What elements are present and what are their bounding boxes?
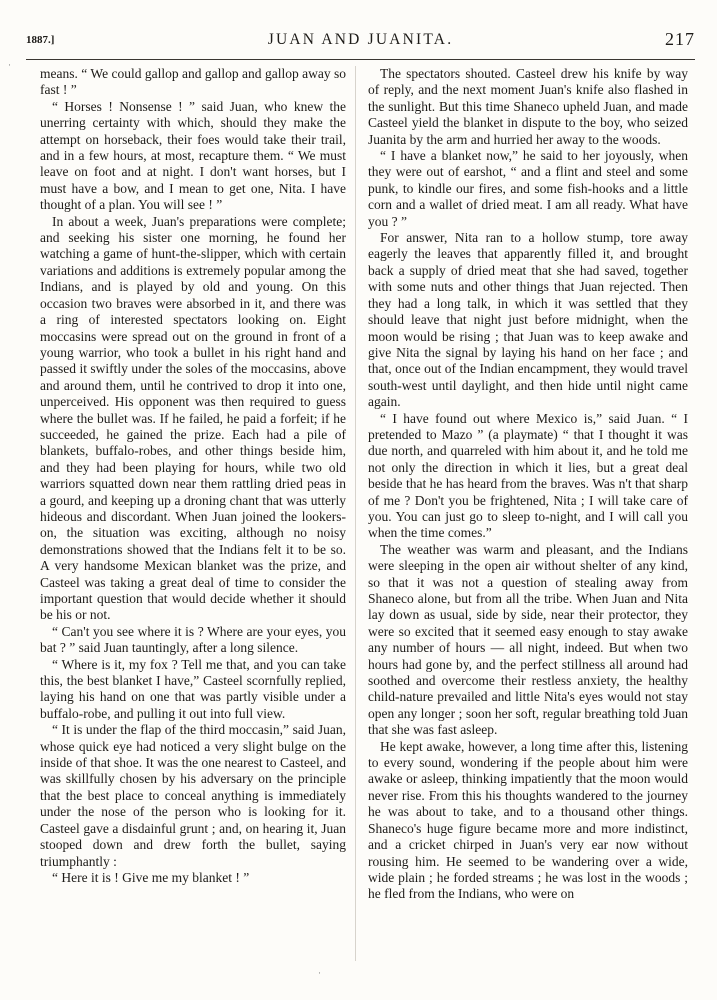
paragraph: “ Horses ! Nonsense ! ” said Juan, who knew the unerring certainty with which, should they make the attempt on horseback, their foes would take their trail, and in a few hours, at most, recapture them. “ We must leave on foot and at night. I don't want horses, but I must have a bow, and I mean to get one, Nita. I have thought of a plan. You will see ! ” [40,98,346,213]
paragraph: “ I have found out where Mexico is,” said Juan. “ I pretended to Mazo ” (a playmate) “ that I thought it was due north, and quarreled with him about it, and he told me not only the direction in which it lies, but a great deal beside that he has heard from the braves. Was n't that sharp of me ? Don't you be frightened, Nita ; I will take care of you. You can just go to sleep to-night, and I will call you when the time comes.” [368,410,688,541]
paragraph: He kept awake, however, a long time after this, listening to every sound, wondering if the people about him were awake or asleep, thinking impatiently that the moon would never rise. From this his thoughts wandered to the journey he was about to take, and to a thousand other things. Shaneco's huge figure became more and more indistinct, and a cricket chirped in Juan's very ear now without rousing him. He seemed to be wandering over a wide, wide plain ; he forded streams ; he was lost in the woods ; he fled from the Indians, who were on [368,738,688,902]
issue-year: 1887.] [26,34,55,46]
left-column [40,66,346,886]
paragraph: “ Here it is ! Give me my blanket ! ” [52,869,250,885]
paragraph: The spectators shouted. Casteel drew his knife by way of reply, and the next moment Juan's knife also flashed in the sunlight. But this time Shaneco upheld Juan, and made Casteel yield the blanket in dispute to the boy, who seized Juanita by the arm and hurried her away to the woods. [368,66,688,147]
margin-speck: · [318,968,321,978]
page-number: 217 [665,29,695,49]
margin-speck: · [8,60,11,70]
paragraph: “ It is under the flap of the third moccasin,” said Juan, whose quick eye had noticed a very slight bulge on the inside of that shoe. It was the one nearest to Casteel, and was skillfully chosen by his adversary on the principle that the best place to conceal anything is immediately under the nose of the person who is looking for it. Casteel gave a disdainful grunt ; and, on hearing it, Juan stooped down and drew forth the bullet, saying triumphantly : [40,722,346,869]
paragraph: means. “ We could gallop and gallop and gallop away so fast ! ” [40,66,346,98]
paragraph: “ Can't you see where it is ? Where are your eyes, you bat ? ” said Juan tauntingly, after a long silence. [40,623,346,656]
paragraph: For answer, Nita ran to a hollow stump, tore away eagerly the leaves that apparently filled it, and brought back a supply of dried meat that she had saved, together with some nuts and other things that Juan rejected. Then they had a long talk, in which it was settled that they should leave that night just before midnight, when the moon would be rising ; that Juan was to keep awake and give Nita the signal by laying his hand on her face ; and that, once out of the Indian encampment, they would travel south-west until daylight, and then hide until night came again. [368,230,688,410]
paragraph: “ I have a blanket now,” he said to her joyously, when they were out of earshot, “ and a flint and steel and some punk, to kindle our fires, and some fish-hooks and a little corn and a wallet of dried meat. I am all ready. What have you ? ” [368,148,688,229]
column-gutter [355,66,356,961]
paragraph: In about a week, Juan's preparations were complete; and seeking his sister one morning, he found her watching a game of hunt-the-slipper, which with certain variations and additions is extremely popular among the Indians, and is played by old and young. On this occasion two braves were absorbed in it, and there was a ring of interested spectators looking on. Eight moccasins were spread out on the ground in front of a young warrior, who took a bullet in his right hand and passed it swiftly under the soles of the moccasins, above and around them, until he contrived to drop it into one, unperceived. His opponent was then required to guess where the bullet was. If he failed, he paid a forfeit; if he succeeded, he gained the prize. Each had a pile of blankets, buffalo-robes, and other things beside him, and they had been playing for hours, while two old warriors squatted down near them rattling dried peas in a gourd, and keeping up a droning chant that was utterly hideous and discordant. When Juan joined the lookers-on, the situation was exciting, although no noisy demonstrations showed that the Indians felt it to be so. A very handsome Mexican blanket was the prize, and Casteel was taking a great deal of time to consider the important question that would decide whether it should be his or not. [40,213,346,623]
paragraph: The weather was warm and pleasant, and the Indians were sleeping in the open air without shelter of any kind, so that it was not a question of stealing away from Shaneco alone, but from all the tribe. When Juan and Nita lay down as usual, side by side, near their protector, they were so excited that it seemed easy enough to stay awake any number of hours — all night, indeed. But when two hours had gone by, and the perfect stillness all around had soothed and overcome their restless anxiety, the healthy child-nature prevailed and little Nita's eyes would not stay open any longer ; soon her soft, regular breathing told Juan that she was fast asleep. [368,541,688,738]
running-title: JUAN AND JUANITA. [267,31,454,48]
header-rule [26,59,695,60]
running-header [26,26,695,56]
right-column [368,66,688,903]
paragraph: “ Where is it, my fox ? Tell me that, and you can take this, the best blanket I have,” Casteel scornfully replied, laying his hand on one that was partly visible under a buffalo-robe, and pulling it out into full view. [40,656,346,721]
